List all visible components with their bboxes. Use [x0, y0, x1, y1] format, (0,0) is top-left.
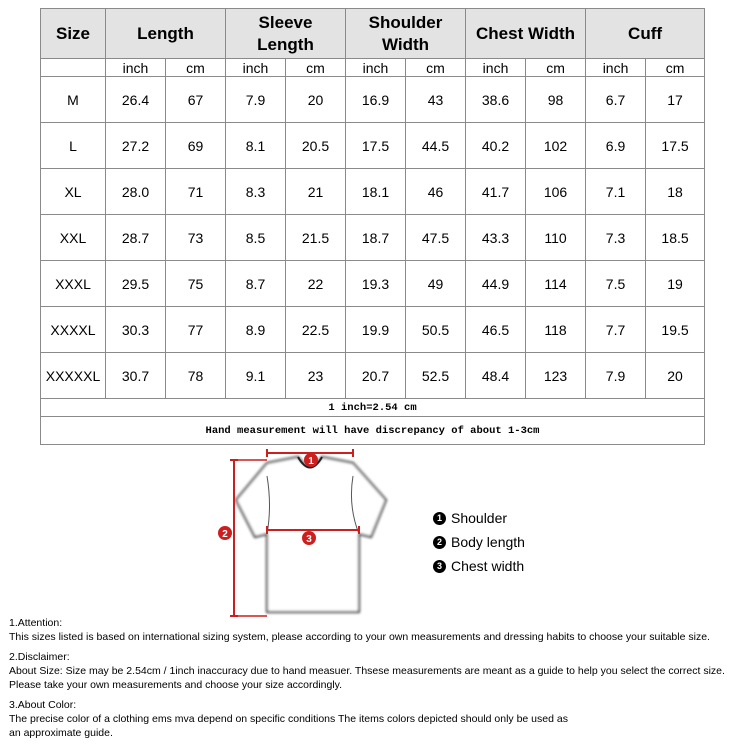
disclaimer-text: Please take your own measurements and choose your size accordingly.: [9, 679, 343, 691]
table-cell: 67: [166, 77, 226, 123]
disclaimer-title: 2.Disclaimer:: [9, 651, 70, 663]
table-cell: 26.4: [106, 77, 166, 123]
table-cell: 77: [166, 307, 226, 353]
legend-item: [433, 506, 525, 530]
table-cell: 6.9: [586, 123, 646, 169]
table-cell: 102: [526, 123, 586, 169]
units-row: [41, 59, 705, 77]
table-cell: 19.9: [346, 307, 406, 353]
size-cell: M: [41, 77, 106, 123]
legend-number: 3: [433, 560, 446, 573]
table-cell: 18.7: [346, 215, 406, 261]
table-cell: 20: [646, 353, 705, 399]
table-cell: 30.3: [106, 307, 166, 353]
table-cell: 7.5: [586, 261, 646, 307]
legend-item: [433, 530, 525, 554]
table-row: [41, 353, 705, 399]
size-cell: L: [41, 123, 106, 169]
table-cell: 69: [166, 123, 226, 169]
disclaimer-text: About Size: Size may be 2.54cm / 1inch inaccuracy due to hand measuer. Thsese measurements are meant as a guide to help you select the correct size.: [9, 665, 725, 677]
units-blank-cell: [41, 59, 106, 77]
size-chart-table: [40, 8, 705, 445]
table-cell: 40.2: [466, 123, 526, 169]
header-length: Length: [106, 9, 226, 59]
table-cell: 75: [166, 261, 226, 307]
table-cell: 20.5: [286, 123, 346, 169]
table-cell: 20.7: [346, 353, 406, 399]
table-cell: 73: [166, 215, 226, 261]
table-cell: 8.7: [226, 261, 286, 307]
header-row: [41, 9, 705, 59]
table-cell: 48.4: [466, 353, 526, 399]
table-cell: 17: [646, 77, 705, 123]
unit-cell: inch: [226, 59, 286, 77]
table-cell: 22: [286, 261, 346, 307]
table-cell: 123: [526, 353, 586, 399]
table-cell: 44.9: [466, 261, 526, 307]
table-cell: 8.9: [226, 307, 286, 353]
table-cell: 19.5: [646, 307, 705, 353]
measurement-note: Hand measurement will have discrepancy of about 1-3cm: [41, 417, 705, 445]
table-cell: 18: [646, 169, 705, 215]
attention-text: This sizes listed is based on international sizing system, please according to your own measurements and dressing habits to choose your suitable size.: [9, 631, 710, 643]
legend-number: 2: [433, 536, 446, 549]
table-cell: 28.0: [106, 169, 166, 215]
table-cell: 114: [526, 261, 586, 307]
table-cell: 78: [166, 353, 226, 399]
tshirt-icon: [210, 446, 390, 626]
table-cell: 7.9: [586, 353, 646, 399]
unit-cell: cm: [166, 59, 226, 77]
table-cell: 21.5: [286, 215, 346, 261]
marker-3-label: 3: [306, 534, 312, 545]
table-cell: 7.1: [586, 169, 646, 215]
size-cell: XXXXXL: [41, 353, 106, 399]
color-title: 3.About Color:: [9, 699, 77, 711]
table-cell: 29.5: [106, 261, 166, 307]
table-cell: 43: [406, 77, 466, 123]
table-cell: 8.5: [226, 215, 286, 261]
header-shoulder-width: Shoulder Width: [346, 9, 466, 59]
table-cell: 110: [526, 215, 586, 261]
marker-1-label: 1: [308, 456, 314, 467]
legend-label: Body length: [451, 534, 525, 550]
table-cell: 43.3: [466, 215, 526, 261]
table-cell: 44.5: [406, 123, 466, 169]
table-cell: 71: [166, 169, 226, 215]
legend-number: 1: [433, 512, 446, 525]
table-cell: 38.6: [466, 77, 526, 123]
table-cell: 27.2: [106, 123, 166, 169]
table-row: [41, 169, 705, 215]
conversion-note: 1 inch=2.54 cm: [41, 399, 705, 417]
table-row: [41, 307, 705, 353]
conversion-note-row: [41, 399, 705, 417]
unit-cell: inch: [346, 59, 406, 77]
table-cell: 118: [526, 307, 586, 353]
legend-label: Shoulder: [451, 510, 508, 526]
table-cell: 50.5: [406, 307, 466, 353]
table-cell: 9.1: [226, 353, 286, 399]
legend-item: [433, 554, 525, 578]
table-cell: 46: [406, 169, 466, 215]
color-note: [9, 698, 747, 740]
tshirt-diagram: [210, 446, 390, 626]
table-row: [41, 123, 705, 169]
table-cell: 28.7: [106, 215, 166, 261]
size-cell: XXL: [41, 215, 106, 261]
table-cell: 106: [526, 169, 586, 215]
table-cell: 20: [286, 77, 346, 123]
table-row: [41, 77, 705, 123]
unit-cell: inch: [466, 59, 526, 77]
attention-note: [9, 616, 747, 644]
color-text: The precise color of a clothing ems mva depend on specific conditions The items colors depicted should only be used as: [9, 713, 568, 725]
header-chest-width: Chest Width: [466, 9, 586, 59]
table-cell: 7.3: [586, 215, 646, 261]
table-cell: 23: [286, 353, 346, 399]
marker-2-label: 2: [222, 529, 228, 540]
measurement-note-row: [41, 417, 705, 445]
attention-title: 1.Attention:: [9, 617, 63, 629]
table-row: [41, 261, 705, 307]
table-cell: 16.9: [346, 77, 406, 123]
table-cell: 17.5: [346, 123, 406, 169]
header-cuff: Cuff: [586, 9, 705, 59]
size-cell: XXXL: [41, 261, 106, 307]
header-size: Size: [41, 9, 106, 59]
unit-cell: cm: [406, 59, 466, 77]
unit-cell: cm: [646, 59, 705, 77]
table-cell: 41.7: [466, 169, 526, 215]
notes-section: [9, 616, 747, 746]
table-cell: 30.7: [106, 353, 166, 399]
disclaimer-note: [9, 650, 747, 692]
table-cell: 52.5: [406, 353, 466, 399]
header-sleeve-length: Sleeve Length: [226, 9, 346, 59]
table-cell: 7.7: [586, 307, 646, 353]
table-cell: 98: [526, 77, 586, 123]
table-cell: 22.5: [286, 307, 346, 353]
table-cell: 19.3: [346, 261, 406, 307]
table-cell: 19: [646, 261, 705, 307]
unit-cell: cm: [286, 59, 346, 77]
table-cell: 49: [406, 261, 466, 307]
color-text: an approximate guide.: [9, 727, 113, 739]
table-cell: 46.5: [466, 307, 526, 353]
measurement-legend: [433, 506, 525, 578]
table-cell: 6.7: [586, 77, 646, 123]
legend-label: Chest width: [451, 558, 525, 574]
table-row: [41, 215, 705, 261]
unit-cell: inch: [106, 59, 166, 77]
size-cell: XL: [41, 169, 106, 215]
table-cell: 47.5: [406, 215, 466, 261]
table-cell: 8.1: [226, 123, 286, 169]
table-cell: 21: [286, 169, 346, 215]
unit-cell: cm: [526, 59, 586, 77]
unit-cell: inch: [586, 59, 646, 77]
table-cell: 18.5: [646, 215, 705, 261]
table-cell: 17.5: [646, 123, 705, 169]
size-cell: XXXXL: [41, 307, 106, 353]
table-cell: 7.9: [226, 77, 286, 123]
table-cell: 8.3: [226, 169, 286, 215]
table-cell: 18.1: [346, 169, 406, 215]
